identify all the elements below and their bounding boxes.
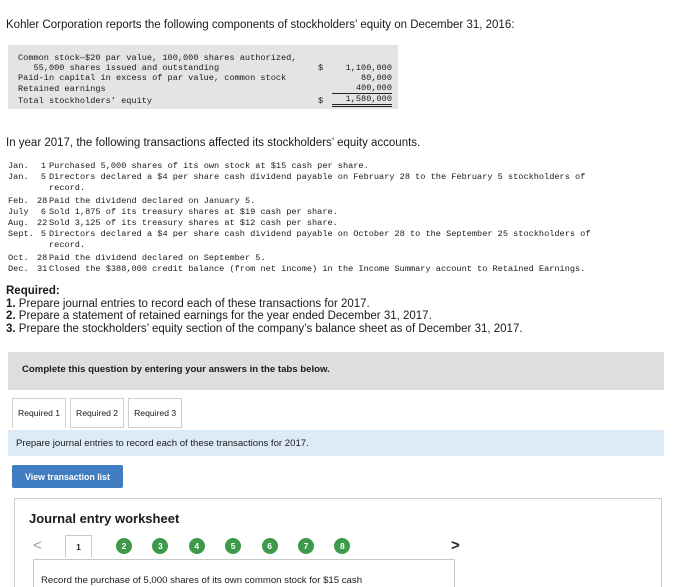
worksheet-steps: [65, 535, 371, 557]
transaction-desc: Purchased 5,000 shares of its own stock at $15 cash per share.: [49, 161, 369, 171]
step-7[interactable]: 7: [298, 538, 314, 554]
equity-label: Paid-in capital in excess of par value, common stock: [18, 73, 287, 83]
equity-amount: 80,000: [361, 73, 392, 83]
equity-amount: [332, 53, 392, 63]
instruction-text: Prepare journal entries to record each of these transactions for 2017.: [16, 438, 309, 449]
transaction-desc: Sold 1,875 of its treasury shares at $19 cash per share.: [49, 207, 338, 218]
step-4[interactable]: 4: [189, 538, 205, 554]
tab-required-2[interactable]: Required 2: [70, 398, 124, 428]
transaction-list: [8, 161, 688, 275]
transaction-row: [8, 161, 688, 172]
transaction-row: [8, 264, 688, 275]
equity-row: [18, 83, 392, 94]
transaction-day: 6: [40, 207, 46, 218]
transaction-row-continued: [8, 183, 688, 194]
transaction-row: [8, 218, 688, 229]
transaction-row-continued: [8, 240, 688, 251]
required-text: Prepare the stockholders’ equity section of the company’s balance sheet as of December 31, 2017.: [18, 322, 523, 335]
chevron-right-icon[interactable]: >: [451, 537, 460, 554]
equity-dollar: $: [318, 95, 324, 106]
equity-row: [18, 53, 392, 63]
transaction-desc: record.: [49, 239, 86, 250]
required-heading: Required:: [6, 285, 60, 297]
transaction-desc: Paid the dividend declared on September 5.: [49, 253, 266, 264]
required-item: [6, 298, 523, 311]
complete-prompt: Complete this question by entering your answers in the tabs below.: [22, 364, 330, 375]
step-8[interactable]: 8: [334, 538, 350, 554]
equity-label: Common stock—$20 par value, 100,000 shares authorized,: [18, 53, 297, 63]
step-5[interactable]: 5: [225, 538, 241, 554]
equity-table-box: [8, 45, 398, 109]
transaction-day: 28: [37, 253, 48, 264]
equity-amount: 1,100,000: [345, 63, 392, 73]
year-intro: In year 2017, the following transactions affected its stockholders’ equity accounts.: [6, 137, 421, 149]
transaction-desc: Directors declared a $4 per share cash dividend payable on October 28 to the September 25 stockholders of: [49, 228, 591, 239]
step-2[interactable]: 2: [116, 538, 132, 554]
equity-row: [18, 63, 392, 73]
equity-dollar: [318, 73, 332, 83]
transaction-desc: Paid the dividend declared on January 5.: [49, 196, 256, 207]
view-transaction-list-button[interactable]: View transaction list: [12, 465, 123, 488]
transaction-row: [8, 172, 688, 183]
step-1[interactable]: 1: [65, 535, 92, 557]
transaction-month: Aug.: [8, 217, 29, 228]
required-num: 1.: [6, 297, 16, 310]
transaction-month: Dec.: [8, 264, 29, 275]
transaction-month: July: [8, 207, 29, 218]
required-text: Prepare journal entries to record each of these transactions for 2017.: [18, 297, 370, 310]
required-tabs: [12, 398, 186, 428]
step-6[interactable]: 6: [262, 538, 278, 554]
transaction-row: [8, 253, 688, 264]
required-section: [6, 285, 523, 335]
step-3[interactable]: 3: [152, 538, 168, 554]
equity-label: Total stockholders’ equity: [18, 95, 153, 106]
transaction-day: 5: [40, 171, 46, 182]
transaction-row: [8, 229, 688, 240]
equity-dollar: $: [318, 63, 324, 73]
equity-dollar: [318, 83, 332, 94]
required-item: [6, 323, 523, 336]
transaction-row: [8, 207, 688, 218]
equity-amount: 1,580,000: [332, 94, 392, 106]
tab-required-3[interactable]: Required 3: [128, 398, 182, 428]
tab-required-1[interactable]: Required 1: [12, 398, 66, 428]
problem-intro: Kohler Corporation reports the following components of stockholders’ equity on December 31, 2016:: [6, 19, 515, 31]
transaction-desc: Directors declared a $4 per share cash dividend payable on February 28 to the February 5 stockholders of: [49, 171, 586, 182]
transaction-day: 31: [37, 264, 48, 275]
required-num: 2.: [6, 310, 16, 323]
equity-row: [18, 94, 392, 106]
journal-entry-worksheet: [14, 498, 662, 587]
equity-amount: 400,000: [332, 83, 392, 94]
transaction-day: 28: [37, 196, 48, 207]
transaction-desc: record.: [49, 182, 86, 193]
equity-row: [18, 73, 392, 83]
transaction-month: Sept.: [8, 228, 34, 239]
equity-label: Retained earnings: [18, 83, 106, 94]
required-item: [6, 310, 523, 323]
transaction-month: Jan.: [8, 171, 29, 182]
transaction-month: Oct.: [8, 253, 29, 264]
chevron-left-icon[interactable]: <: [33, 537, 42, 554]
equity-table: [18, 53, 392, 107]
equity-dollar: [318, 53, 332, 63]
transaction-day: 5: [40, 228, 46, 239]
transaction-day: 1: [40, 161, 46, 171]
transaction-day: 22: [37, 217, 48, 228]
transaction-month: Jan.: [8, 161, 29, 171]
record-prompt: Record the purchase of 5,000 shares of its own common stock for $15 cash: [41, 575, 363, 586]
required-num: 3.: [6, 322, 16, 335]
required-text: Prepare a statement of retained earnings for the year ended December 31, 2017.: [18, 310, 432, 323]
transaction-desc: Sold 3,125 of its treasury shares at $12 cash per share.: [49, 217, 338, 228]
instruction-bar: [8, 430, 664, 456]
worksheet-title: Journal entry worksheet: [29, 511, 180, 526]
transaction-desc: Closed the $388,000 credit balance (from net income) in the Income Summary account to Retained Earnings.: [49, 264, 586, 275]
transaction-month: Feb.: [8, 196, 29, 207]
record-prompt-box: [33, 559, 455, 587]
complete-prompt-bar: [8, 352, 664, 390]
equity-label: 55,000 shares issued and outstanding: [18, 63, 220, 73]
transaction-row: [8, 196, 688, 207]
